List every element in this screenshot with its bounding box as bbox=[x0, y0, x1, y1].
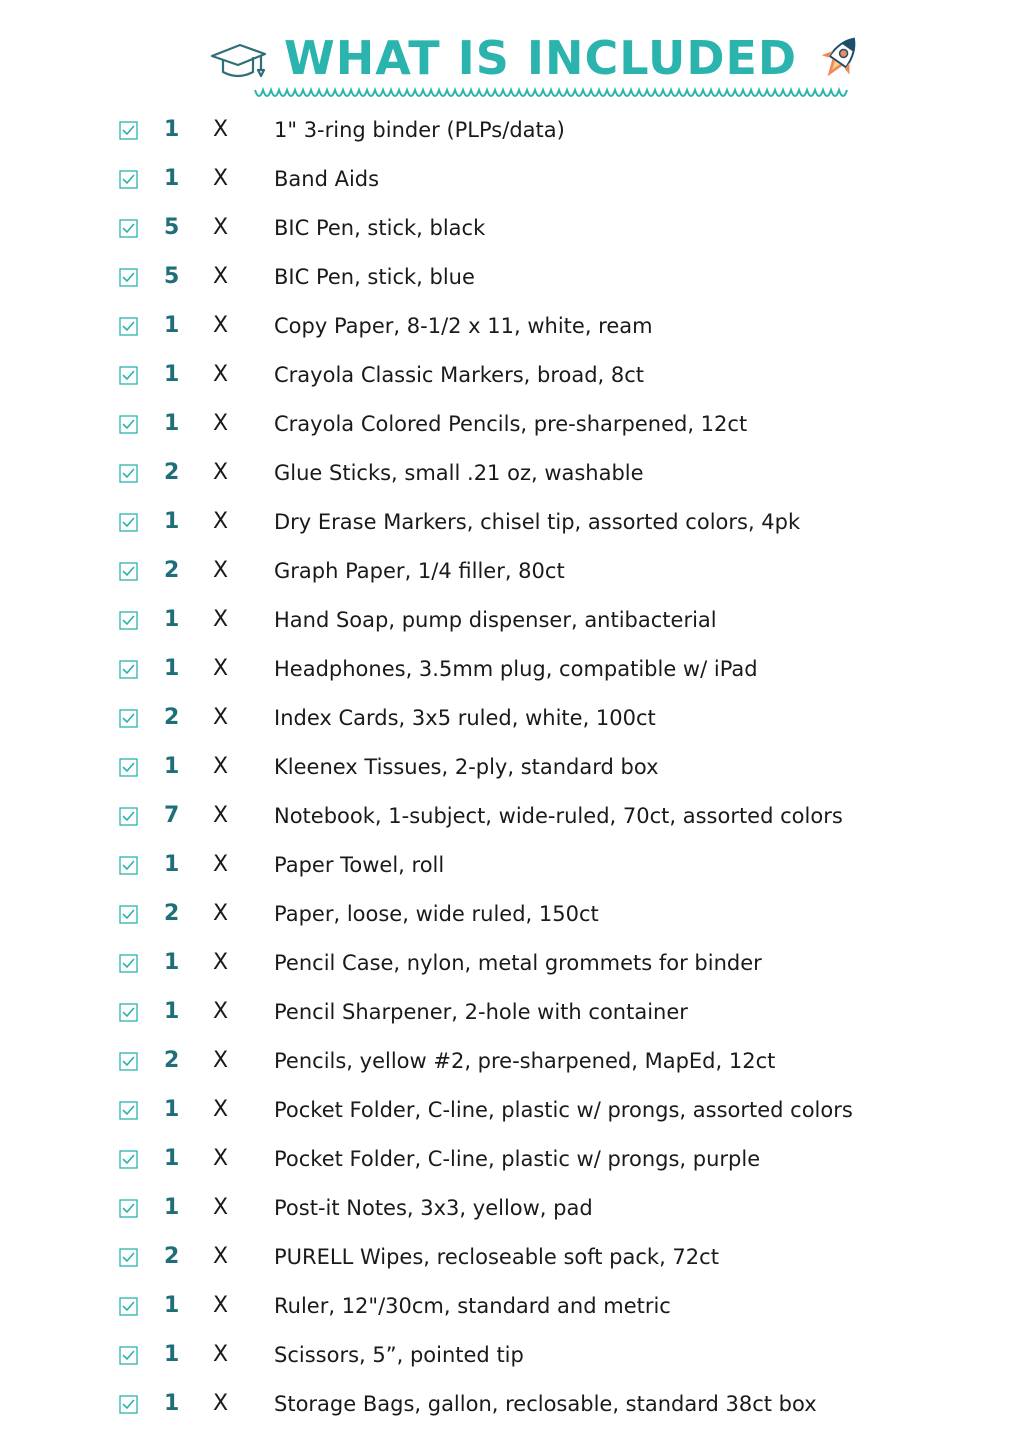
checkbox-checked-icon[interactable] bbox=[119, 1003, 138, 1022]
item-name: Copy Paper, 8-1/2 x 11, white, ream bbox=[274, 314, 653, 338]
multiply-sign: X bbox=[213, 705, 229, 730]
multiply-sign: X bbox=[213, 1244, 229, 1269]
item-quantity: 1 bbox=[164, 1293, 180, 1318]
checkbox-checked-icon[interactable] bbox=[119, 1346, 138, 1365]
list-item bbox=[0, 498, 1024, 547]
checkbox-checked-icon[interactable] bbox=[119, 856, 138, 875]
multiply-sign: X bbox=[213, 460, 229, 485]
item-name: Scissors, 5”, pointed tip bbox=[274, 1343, 524, 1367]
multiply-sign: X bbox=[213, 754, 229, 779]
item-name: Pencil Sharpener, 2-hole with container bbox=[274, 1000, 688, 1024]
item-quantity: 1 bbox=[164, 362, 180, 387]
item-name: Graph Paper, 1/4 filler, 80ct bbox=[274, 559, 565, 583]
item-name: 1" 3-ring binder (PLPs/data) bbox=[274, 118, 565, 142]
checkbox-checked-icon[interactable] bbox=[119, 366, 138, 385]
item-quantity: 1 bbox=[164, 117, 180, 142]
checkbox-checked-icon[interactable] bbox=[119, 611, 138, 630]
list-item bbox=[0, 449, 1024, 498]
checkbox-checked-icon[interactable] bbox=[119, 1297, 138, 1316]
item-quantity: 1 bbox=[164, 656, 180, 681]
wavy-underline bbox=[254, 86, 848, 102]
multiply-sign: X bbox=[213, 1342, 229, 1367]
item-quantity: 7 bbox=[164, 803, 180, 828]
item-name: Crayola Classic Markers, broad, 8ct bbox=[274, 363, 645, 387]
checkbox-checked-icon[interactable] bbox=[119, 464, 138, 483]
checkbox-checked-icon[interactable] bbox=[119, 562, 138, 581]
item-quantity: 1 bbox=[164, 1195, 180, 1220]
multiply-sign: X bbox=[213, 1293, 229, 1318]
multiply-sign: X bbox=[213, 803, 229, 828]
checkbox-checked-icon[interactable] bbox=[119, 709, 138, 728]
checkbox-checked-icon[interactable] bbox=[119, 268, 138, 287]
multiply-sign: X bbox=[213, 950, 229, 975]
list-item bbox=[0, 1086, 1024, 1135]
item-quantity: 1 bbox=[164, 509, 180, 534]
list-item bbox=[0, 1282, 1024, 1331]
list-item bbox=[0, 841, 1024, 890]
checkbox-checked-icon[interactable] bbox=[119, 1248, 138, 1267]
multiply-sign: X bbox=[213, 411, 229, 436]
list-item bbox=[0, 253, 1024, 302]
item-name: Kleenex Tissues, 2-ply, standard box bbox=[274, 755, 659, 779]
multiply-sign: X bbox=[213, 362, 229, 387]
item-name: Pencil Case, nylon, metal grommets for binder bbox=[274, 951, 762, 975]
list-item bbox=[0, 743, 1024, 792]
checkbox-checked-icon[interactable] bbox=[119, 1052, 138, 1071]
checkbox-checked-icon[interactable] bbox=[119, 1199, 138, 1218]
list-item bbox=[0, 939, 1024, 988]
list-item bbox=[0, 547, 1024, 596]
multiply-sign: X bbox=[213, 215, 229, 240]
item-quantity: 1 bbox=[164, 1342, 180, 1367]
list-item bbox=[0, 1380, 1024, 1429]
item-name: Post-it Notes, 3x3, yellow, pad bbox=[274, 1196, 593, 1220]
item-name: Headphones, 3.5mm plug, compatible w/ iPad bbox=[274, 657, 758, 681]
item-quantity: 2 bbox=[164, 1244, 180, 1269]
checkbox-checked-icon[interactable] bbox=[119, 660, 138, 679]
list-item bbox=[0, 1233, 1024, 1282]
checkbox-checked-icon[interactable] bbox=[119, 121, 138, 140]
multiply-sign: X bbox=[213, 1097, 229, 1122]
item-name: BIC Pen, stick, black bbox=[274, 216, 486, 240]
multiply-sign: X bbox=[213, 1195, 229, 1220]
multiply-sign: X bbox=[213, 1048, 229, 1073]
item-name: Index Cards, 3x5 ruled, white, 100ct bbox=[274, 706, 656, 730]
item-quantity: 1 bbox=[164, 1391, 180, 1416]
multiply-sign: X bbox=[213, 1146, 229, 1171]
header bbox=[0, 0, 1024, 110]
item-name: Band Aids bbox=[274, 167, 380, 191]
item-name: Crayola Colored Pencils, pre-sharpened, 12ct bbox=[274, 412, 748, 436]
list-item bbox=[0, 1184, 1024, 1233]
list-item bbox=[0, 155, 1024, 204]
list-item bbox=[0, 1037, 1024, 1086]
multiply-sign: X bbox=[213, 166, 229, 191]
item-name: Pocket Folder, C-line, plastic w/ prongs, purple bbox=[274, 1147, 761, 1171]
item-quantity: 1 bbox=[164, 1097, 180, 1122]
item-name: Pencils, yellow #2, pre-sharpened, MapEd, 12ct bbox=[274, 1049, 776, 1073]
item-quantity: 2 bbox=[164, 1048, 180, 1073]
multiply-sign: X bbox=[213, 656, 229, 681]
checkbox-checked-icon[interactable] bbox=[119, 170, 138, 189]
checkbox-checked-icon[interactable] bbox=[119, 905, 138, 924]
list-item bbox=[0, 1135, 1024, 1184]
item-name: PURELL Wipes, recloseable soft pack, 72ct bbox=[274, 1245, 719, 1269]
checkbox-checked-icon[interactable] bbox=[119, 1150, 138, 1169]
multiply-sign: X bbox=[213, 1391, 229, 1416]
item-name: Paper, loose, wide ruled, 150ct bbox=[274, 902, 599, 926]
list-item bbox=[0, 106, 1024, 155]
item-quantity: 1 bbox=[164, 607, 180, 632]
checkbox-checked-icon[interactable] bbox=[119, 758, 138, 777]
item-name: Glue Sticks, small .21 oz, washable bbox=[274, 461, 644, 485]
item-quantity: 1 bbox=[164, 999, 180, 1024]
multiply-sign: X bbox=[213, 607, 229, 632]
item-name: Pocket Folder, C-line, plastic w/ prongs, assorted colors bbox=[274, 1098, 853, 1122]
page-title: WHAT IS INCLUDED bbox=[284, 31, 798, 85]
list-item bbox=[0, 204, 1024, 253]
item-quantity: 2 bbox=[164, 558, 180, 583]
item-name: BIC Pen, stick, blue bbox=[274, 265, 475, 289]
multiply-sign: X bbox=[213, 313, 229, 338]
rocket-icon bbox=[812, 30, 866, 90]
checkbox-checked-icon[interactable] bbox=[119, 954, 138, 973]
multiply-sign: X bbox=[213, 999, 229, 1024]
item-quantity: 1 bbox=[164, 852, 180, 877]
list-item bbox=[0, 400, 1024, 449]
multiply-sign: X bbox=[213, 264, 229, 289]
multiply-sign: X bbox=[213, 558, 229, 583]
list-item bbox=[0, 890, 1024, 939]
item-quantity: 1 bbox=[164, 166, 180, 191]
list-item bbox=[0, 302, 1024, 351]
item-quantity: 2 bbox=[164, 901, 180, 926]
checkbox-checked-icon[interactable] bbox=[119, 317, 138, 336]
item-name: Dry Erase Markers, chisel tip, assorted colors, 4pk bbox=[274, 510, 801, 534]
item-quantity: 1 bbox=[164, 411, 180, 436]
checkbox-checked-icon[interactable] bbox=[119, 1395, 138, 1414]
item-quantity: 5 bbox=[164, 215, 180, 240]
item-name: Notebook, 1-subject, wide-ruled, 70ct, assorted colors bbox=[274, 804, 843, 828]
list-item bbox=[0, 792, 1024, 841]
list-item bbox=[0, 596, 1024, 645]
item-name: Paper Towel, roll bbox=[274, 853, 445, 877]
list-item bbox=[0, 694, 1024, 743]
checkbox-checked-icon[interactable] bbox=[119, 513, 138, 532]
multiply-sign: X bbox=[213, 509, 229, 534]
item-quantity: 1 bbox=[164, 313, 180, 338]
item-quantity: 2 bbox=[164, 460, 180, 485]
multiply-sign: X bbox=[213, 117, 229, 142]
checkbox-checked-icon[interactable] bbox=[119, 219, 138, 238]
item-quantity: 1 bbox=[164, 950, 180, 975]
item-quantity: 1 bbox=[164, 1146, 180, 1171]
item-quantity: 1 bbox=[164, 754, 180, 779]
list-item bbox=[0, 351, 1024, 400]
checkbox-checked-icon[interactable] bbox=[119, 415, 138, 434]
item-quantity: 2 bbox=[164, 705, 180, 730]
checkbox-checked-icon[interactable] bbox=[119, 807, 138, 826]
graduation-cap-icon bbox=[208, 40, 268, 80]
list-item bbox=[0, 988, 1024, 1037]
multiply-sign: X bbox=[213, 901, 229, 926]
list-item bbox=[0, 1331, 1024, 1380]
item-quantity: 5 bbox=[164, 264, 180, 289]
multiply-sign: X bbox=[213, 852, 229, 877]
checkbox-checked-icon[interactable] bbox=[119, 1101, 138, 1120]
item-name: Storage Bags, gallon, reclosable, standard 38ct box bbox=[274, 1392, 817, 1416]
list-item bbox=[0, 645, 1024, 694]
item-name: Ruler, 12"/30cm, standard and metric bbox=[274, 1294, 671, 1318]
item-name: Hand Soap, pump dispenser, antibacterial bbox=[274, 608, 717, 632]
supply-list bbox=[0, 106, 1024, 1429]
